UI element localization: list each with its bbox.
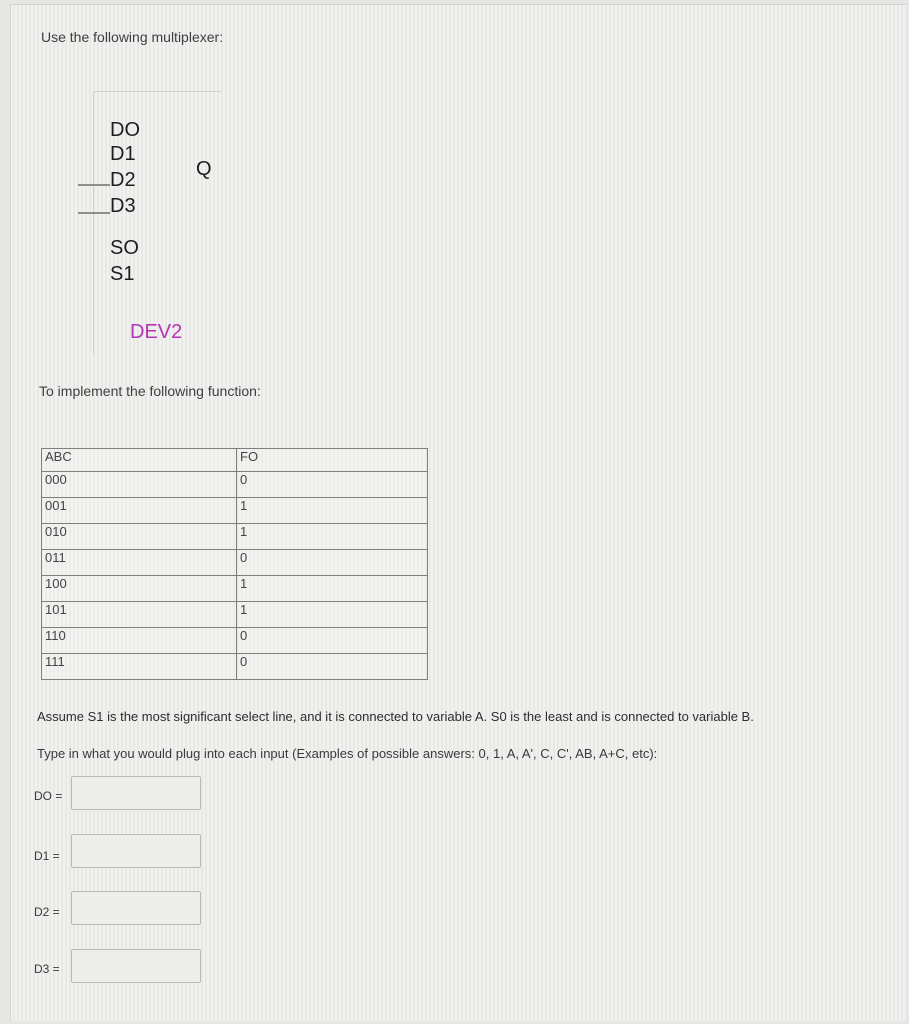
abc-cell: 000 [42,472,237,498]
mux-input-d1: D1 [110,143,136,165]
fo-cell: 0 [237,550,428,576]
abc-cell: 100 [42,576,237,602]
fo-cell: 1 [237,602,428,628]
intro-text: Use the following multiplexer: [41,29,224,45]
abc-cell: 010 [42,524,237,550]
table-header-row [42,449,428,472]
table-row [42,472,428,498]
device-name: DEV2 [130,321,183,343]
input-wire-d2 [78,184,110,186]
answer-input-d2[interactable] [71,891,201,925]
instruction-text: Type in what you would plug into each input (Examples of possible answers: 0, 1, A, A', C, C', AB, A+C, etc): [37,746,658,761]
function-subtitle: To implement the following function: [39,383,261,399]
mux-select-s0: SO [110,237,139,259]
answer-input-d3[interactable] [71,949,201,983]
question-page [10,4,907,1021]
table-row [42,576,428,602]
answer-label-d3: D3 = [34,962,60,976]
table-row [42,654,428,680]
input-wire-d3 [78,212,110,214]
abc-cell: 111 [42,654,237,680]
mux-select-s1: S1 [110,263,135,285]
fo-cell: 0 [237,472,428,498]
mux-output-q: Q [196,158,212,180]
mux-input-d3: D3 [110,195,136,217]
answer-input-d1[interactable] [71,834,201,868]
fo-cell: 0 [237,654,428,680]
abc-cell: 101 [42,602,237,628]
fo-cell: 1 [237,498,428,524]
assumption-text: Assume S1 is the most significant select line, and it is connected to variable A. S0 is the least and is connected to variable B. [37,709,754,724]
mux-input-d0: DO [110,119,140,141]
answer-label-d2: D2 = [34,905,60,919]
table-row [42,602,428,628]
fo-cell: 1 [237,524,428,550]
header-fo: FO [237,449,428,472]
mux-input-d2: D2 [110,169,136,191]
multiplexer-diagram [93,91,222,354]
answer-label-d1: D1 = [34,849,60,863]
table-row [42,524,428,550]
truth-table [41,448,428,680]
abc-cell: 110 [42,628,237,654]
abc-cell: 011 [42,550,237,576]
abc-cell: 001 [42,498,237,524]
answer-input-d0[interactable] [71,776,201,810]
table-row [42,498,428,524]
table-row [42,550,428,576]
fo-cell: 1 [237,576,428,602]
header-abc: ABC [42,449,237,472]
fo-cell: 0 [237,628,428,654]
answer-label-d0: DO = [34,789,63,803]
table-row [42,628,428,654]
